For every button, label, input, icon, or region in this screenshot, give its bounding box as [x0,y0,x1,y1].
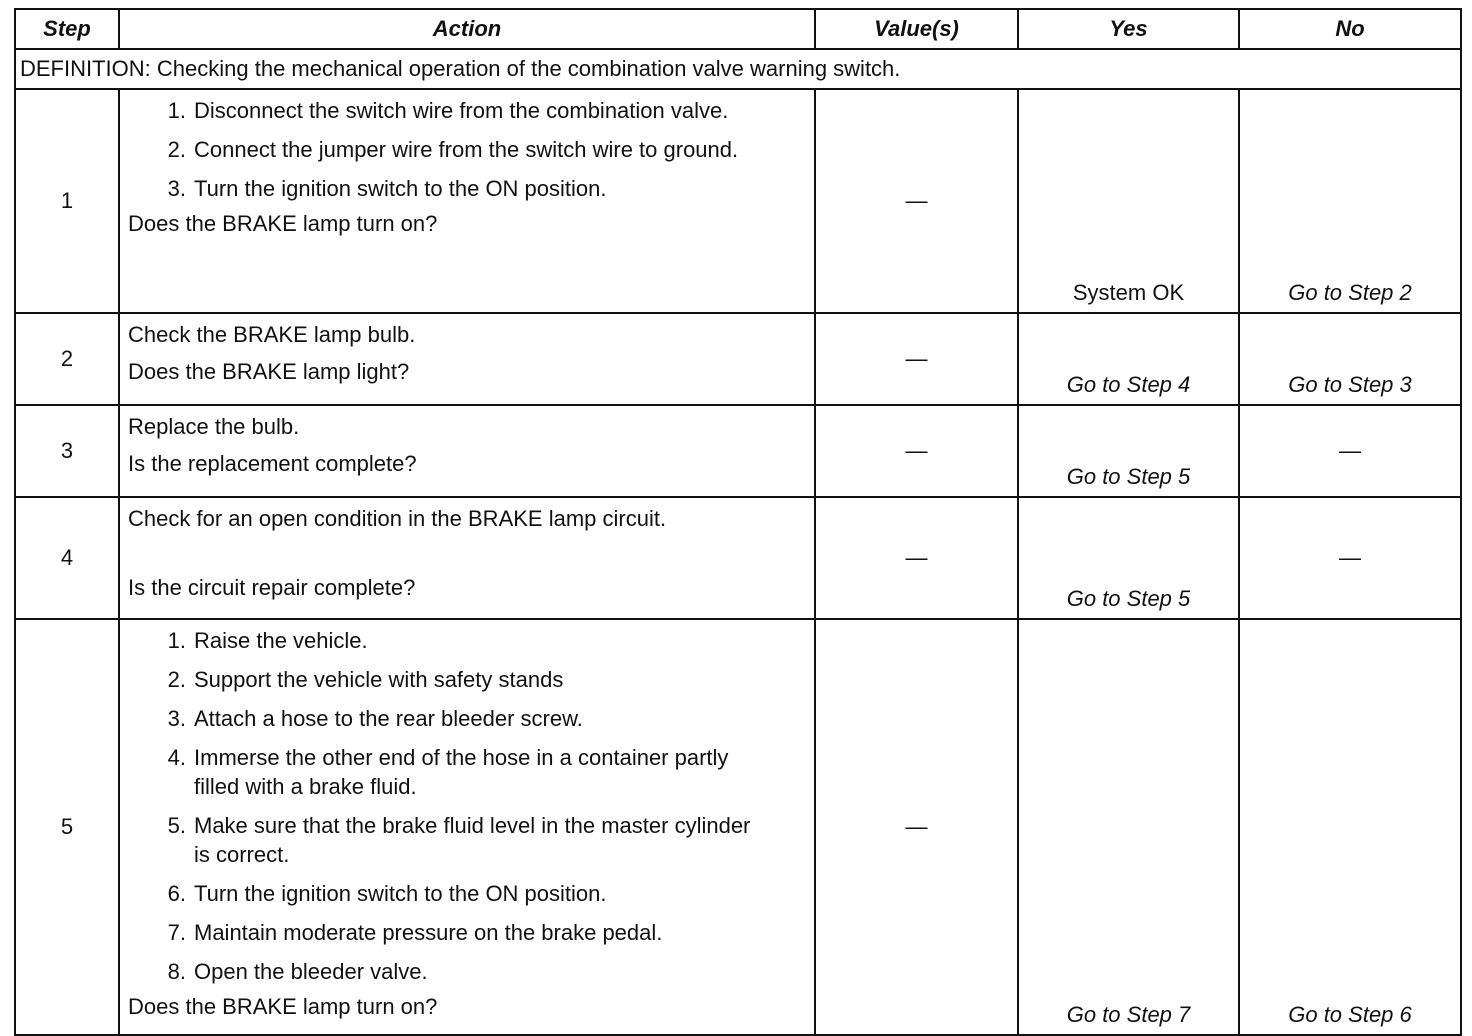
action-question: Is the replacement complete? [128,451,417,476]
action-question: Does the BRAKE lamp light? [128,359,410,384]
yes-cell: Go to Step 5 [1018,497,1239,619]
header-row [15,9,1461,49]
header-action: Action [119,9,815,49]
substep-list [128,96,806,203]
yes-cell: Go to Step 7 [1018,619,1239,1035]
value-cell: — [815,313,1018,405]
substep-list [128,626,806,986]
action-question: Does the BRAKE lamp turn on? [128,994,438,1019]
action-cell [119,619,815,1035]
list-item: 5. Make sure that the brake fluid level in the master cylinder is correct. [167,813,751,867]
no-cell: Go to Step 3 [1239,313,1461,405]
step-number: 2 [15,313,119,405]
list-item: 6. Turn the ignition switch to the ON position. [167,881,607,906]
definition-text: DEFINITION: Checking the mechanical operation of the combination valve warning switch. [15,49,1461,89]
step-number: 5 [15,619,119,1035]
action-question: Is the circuit repair complete? [128,575,416,600]
list-item: 4. Immerse the other end of the hose in a container partly filled with a brake fluid. [167,745,729,799]
table-row [15,313,1461,405]
yes-cell: System OK [1018,89,1239,313]
action-cell [119,89,815,313]
header-no: No [1239,9,1461,49]
list-item: 7. Maintain moderate pressure on the brake pedal. [167,920,663,945]
no-cell: — [1239,405,1461,497]
table-row [15,405,1461,497]
list-item: 1. Raise the vehicle. [167,628,368,653]
list-item: 1. Disconnect the switch wire from the combination valve. [167,98,729,123]
step-number: 4 [15,497,119,619]
no-cell: — [1239,497,1461,619]
step-number: 1 [15,89,119,313]
action-text: Check the BRAKE lamp bulb. [128,322,416,347]
action-cell [119,313,815,405]
value-cell: — [815,619,1018,1035]
no-cell: Go to Step 6 [1239,619,1461,1035]
step-number: 3 [15,405,119,497]
action-cell [119,405,815,497]
value-cell: — [815,405,1018,497]
header-step: Step [15,9,119,49]
value-cell: — [815,89,1018,313]
list-item: 2. Connect the jumper wire from the switch wire to ground. [167,137,739,162]
list-item: 3. Turn the ignition switch to the ON position. [167,176,607,201]
yes-cell: Go to Step 4 [1018,313,1239,405]
action-text: Replace the bulb. [128,414,300,439]
action-question: Does the BRAKE lamp turn on? [128,211,438,236]
yes-cell: Go to Step 5 [1018,405,1239,497]
header-value: Value(s) [815,9,1018,49]
diagnostic-table [14,8,1462,1036]
list-item: 2. Support the vehicle with safety stands [167,667,564,692]
table-row [15,619,1461,1035]
table-row [15,89,1461,313]
list-item: 8. Open the bleeder valve. [167,959,428,984]
list-item: 3. Attach a hose to the rear bleeder screw. [167,706,583,731]
no-cell: Go to Step 2 [1239,89,1461,313]
definition-row [15,49,1461,89]
value-cell: — [815,497,1018,619]
table-row [15,497,1461,619]
header-yes: Yes [1018,9,1239,49]
action-text: Check for an open condition in the BRAKE lamp circuit. [128,506,667,531]
action-cell [119,497,815,619]
